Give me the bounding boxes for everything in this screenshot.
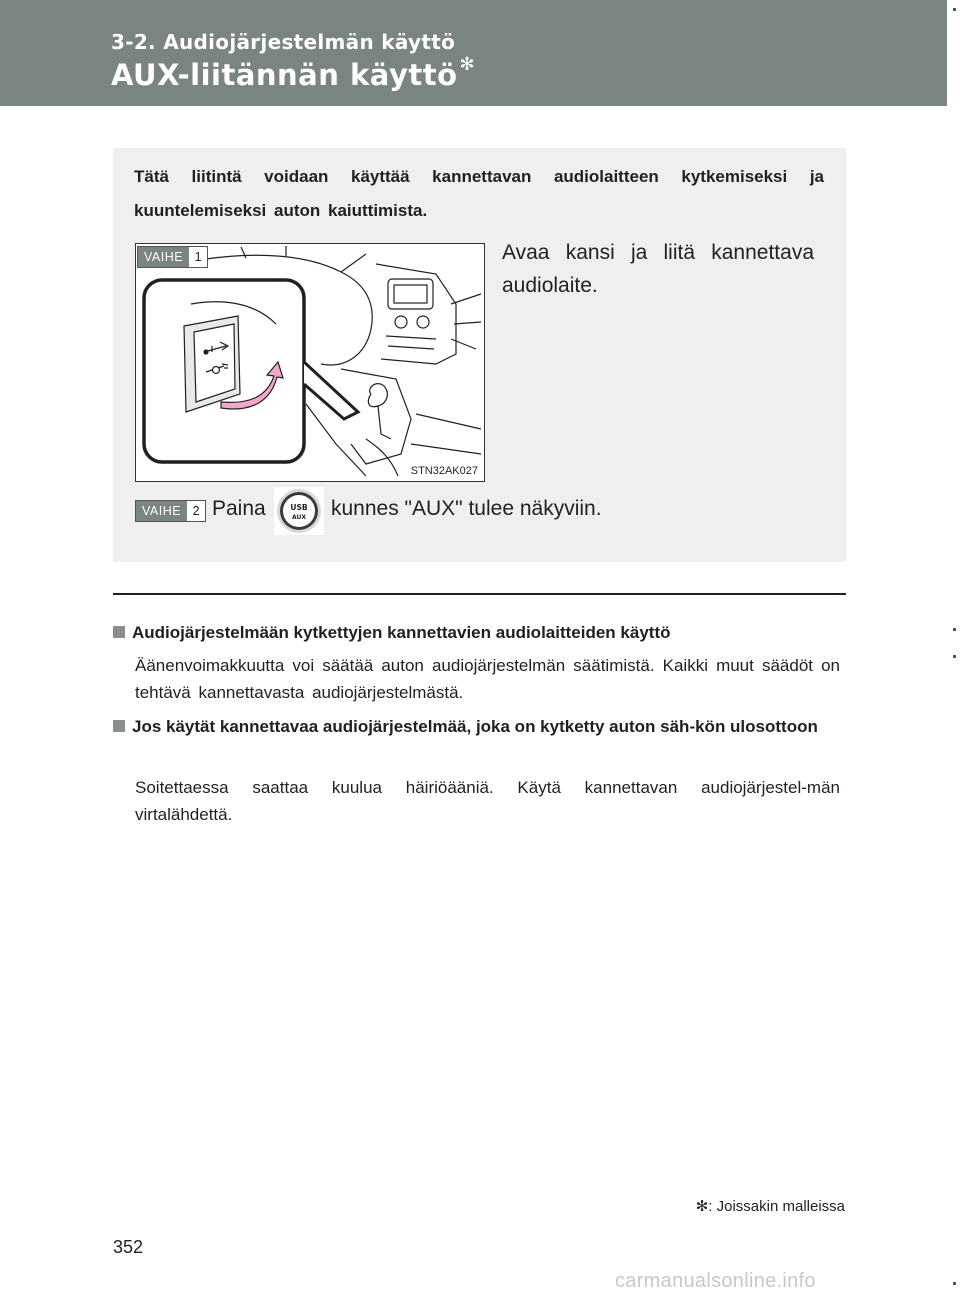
note-heading <box>113 713 846 740</box>
step2-text-after: kunnes "AUX" tulee näkyviin. <box>331 497 602 520</box>
note-heading <box>113 619 846 646</box>
step1-badge <box>137 246 208 268</box>
edge-mark <box>953 655 956 658</box>
note-body: Soitettaessa saattaa kuulua häiriöääniä. Käytä kannettavan audiojärjestel-män virtalähdettä. <box>135 778 840 824</box>
step2-text-before: Paina <box>212 497 266 520</box>
figure-code: STN32AK027 <box>410 465 478 477</box>
usb-aux-button-icon <box>274 487 324 535</box>
title-asterisk-icon: ✻ <box>459 54 476 76</box>
section-label: 3-2. Audiojärjestelmän käyttö <box>111 30 456 54</box>
square-bullet-icon <box>113 720 125 732</box>
step-badge-number: 1 <box>194 250 202 264</box>
page-title <box>111 54 476 92</box>
watermark: carmanualsonline.info <box>615 1270 816 1292</box>
chapter-header <box>0 0 947 106</box>
note-heading-text: Audiojärjestelmään kytkettyjen kannettavien audiolaitteiden käyttö <box>132 623 671 642</box>
edge-mark <box>953 1282 956 1285</box>
aux-figure <box>135 243 485 482</box>
aux-button-label: AUX <box>292 514 306 521</box>
usb-button-label: USB <box>290 503 308 512</box>
footnote-text: : Joissakin malleissa <box>708 1198 845 1215</box>
step2-badge <box>135 500 206 522</box>
step-badge-label: VAIHE <box>136 501 187 521</box>
step-badge-number: 2 <box>192 504 200 518</box>
intro-text: Tätä liitintä voidaan käyttää kannettavan audiolaitteen kytkemiseksi ja kuuntelemiseksi auton kaiuttimista. <box>134 167 824 220</box>
step1-text: Avaa kansi ja liitä kannettava audiolaite. <box>502 241 814 297</box>
step-badge-label: VAIHE <box>138 247 189 267</box>
page-title-text: AUX-liitännän käyttö <box>111 58 458 92</box>
page-number: 352 <box>113 1237 144 1257</box>
footnote <box>696 1197 845 1215</box>
edge-mark <box>953 8 956 11</box>
footnote-asterisk-icon: ✻ <box>695 1198 709 1215</box>
section-divider <box>113 593 846 595</box>
dashboard-illustration <box>136 244 484 481</box>
square-bullet-icon <box>113 626 125 638</box>
note-body: Äänenvoimakkuutta voi säätää auton audiojärjestelmän säätimistä. Kaikki muut säädöt on tehtävä kannettavasta audiojärjestelmästä. <box>135 656 840 702</box>
edge-mark <box>953 628 956 631</box>
note-heading-text: Jos käytät kannettavaa audiojärjestelmää, joka on kytketty auton säh-kön ulosottoon <box>132 717 818 736</box>
